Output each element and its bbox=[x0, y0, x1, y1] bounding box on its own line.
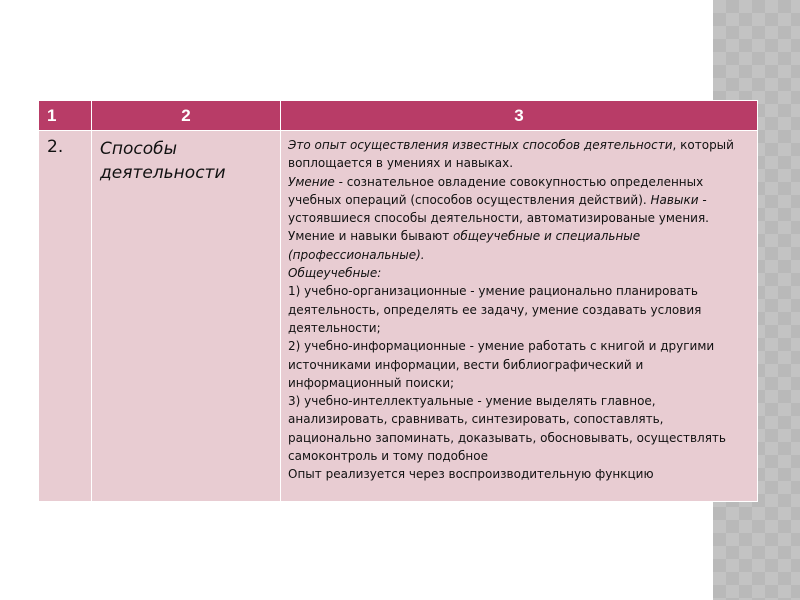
text-italic: Это опыт осуществления известных способов деятельности bbox=[288, 138, 673, 152]
list-item: 1) учебно-организационные - умение рационально планировать деятельность, определять ее задачу, умение создавать условия деятельности; bbox=[288, 284, 702, 335]
text: , который воплощается в умениях и навыках. bbox=[288, 138, 734, 171]
text-italic: Навыки bbox=[650, 192, 699, 207]
row-content bbox=[281, 131, 758, 502]
list-item: 2) учебно-информационные - умение работать с книгой и другими источниками информации, вести библиографический и информационный поиски; bbox=[288, 339, 715, 390]
text: - устоявшиеся способы деятельности, автоматизированые умения. Умение и навыки бывают bbox=[288, 192, 709, 244]
row-number: 2. bbox=[39, 131, 92, 502]
text-italic: общеучебные и специальные (профессиональные). bbox=[288, 229, 641, 262]
header-col-3: 3 bbox=[281, 101, 758, 131]
text: - сознательное овладение совокупностью определенных учебных операций (способов осуществления действий). bbox=[288, 174, 704, 207]
content-table bbox=[38, 100, 758, 502]
table-row bbox=[39, 131, 758, 502]
table-header-row bbox=[39, 101, 758, 131]
text-italic: Общеучебные: bbox=[288, 266, 382, 281]
list-item: 3) учебно-интеллектуальные - умение выделять главное, анализировать, сравнивать, синтезировать, сопоставлять, рационально запоминать, доказывать, обосновывать, осуществлять самоконтроль и тому подобное bbox=[288, 394, 726, 464]
header-col-2: 2 bbox=[92, 101, 281, 131]
header-col-1: 1 bbox=[39, 101, 92, 131]
row-title: Способы деятельности bbox=[92, 131, 281, 502]
text-italic: Умение bbox=[288, 174, 335, 189]
text: Опыт реализуется через воспроизводительную функцию bbox=[288, 467, 654, 482]
